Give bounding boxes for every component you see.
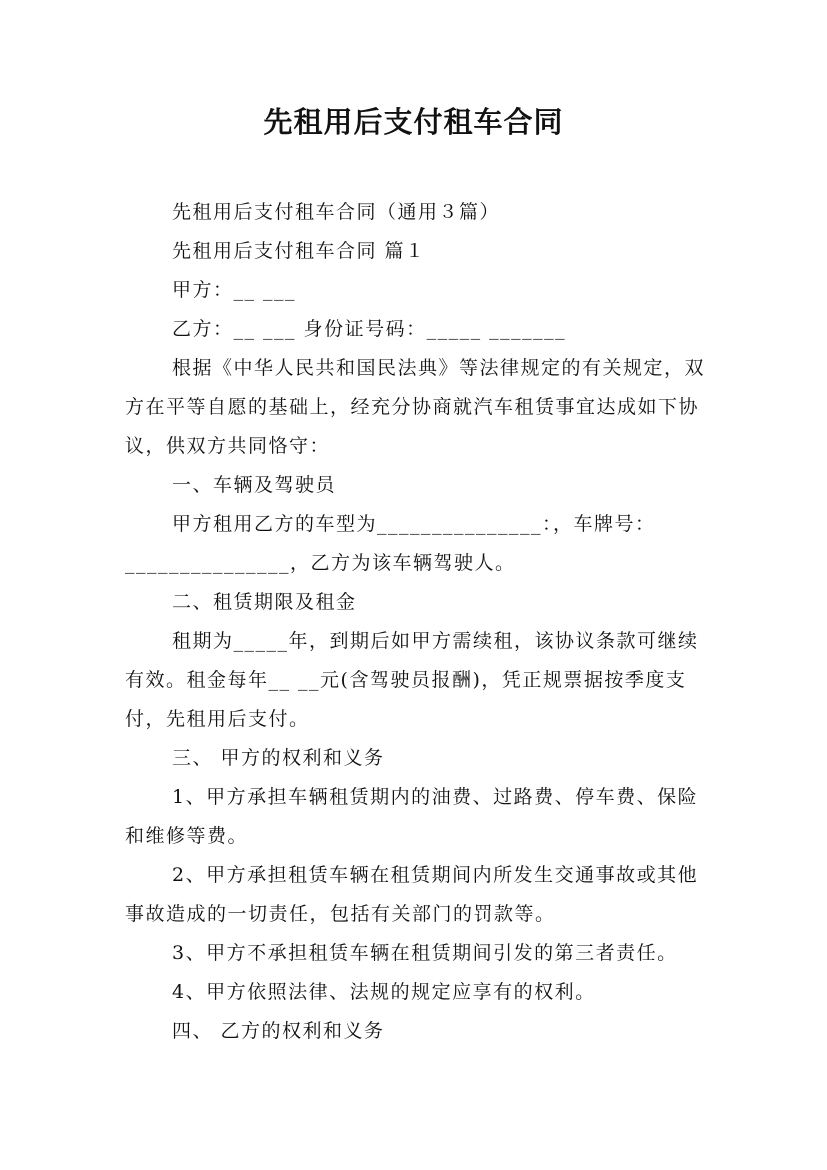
- paragraph-subtitle: 先租用后支付租车合同（通用３篇）: [172, 201, 501, 223]
- document-title: 先租用后支付租车合同: [263, 105, 564, 139]
- paragraph-clause-3-item-1: 1、甲方承担车辆租赁期内的油费、过路费、停车费、保险和维修等费。: [125, 786, 699, 847]
- paragraph-clause-1-heading: 一、车辆及驾驶员: [172, 474, 337, 496]
- paragraph-clause-1-body: 甲方租用乙方的车型为_______________：，车牌号：_______________，乙方为该车辆驾驶人。: [125, 513, 656, 574]
- paragraph-clause-2-heading: 二、租赁期限及租金: [172, 591, 357, 613]
- paragraph-section-heading: 先租用后支付租车合同 篇１: [172, 240, 426, 262]
- paragraph-clause-4-heading: 四、 乙方的权利和义务: [172, 1020, 385, 1042]
- paragraph-clause-2-body: 租期为_____年，到期后如甲方需续租，该协议条款可继续有效。租金每年__ __元(含驾驶员报酬)，凭正规票据按季度支付，先租用后支付。: [125, 630, 699, 730]
- paragraph-clause-3-item-4: 4、甲方依照法律、法规的规定应享有的权利。: [172, 981, 596, 1003]
- paragraph-preamble: 根据《中华人民共和国民法典》等法律规定的有关规定，双方在平等自愿的基础上，经充分协商就汽车租赁事宜达成如下协议，供双方共同恪守：: [125, 357, 706, 457]
- paragraph-clause-3-heading: 三、 甲方的权利和义务: [172, 747, 385, 769]
- paragraph-clause-3-item-3: 3、甲方不承担租赁车辆在租赁期间引发的第三者责任。: [172, 942, 678, 964]
- paragraph-clause-3-item-2: 2、甲方承担租赁车辆在租赁期间内所发生交通事故或其他事故造成的一切责任，包括有关部门的罚款等。: [125, 864, 699, 925]
- paragraph-party-a: 甲方：__ ___: [172, 279, 297, 301]
- paragraph-party-b: 乙方：__ ___ 身份证号码：_____ _______: [172, 318, 567, 340]
- document-body: [125, 193, 707, 1051]
